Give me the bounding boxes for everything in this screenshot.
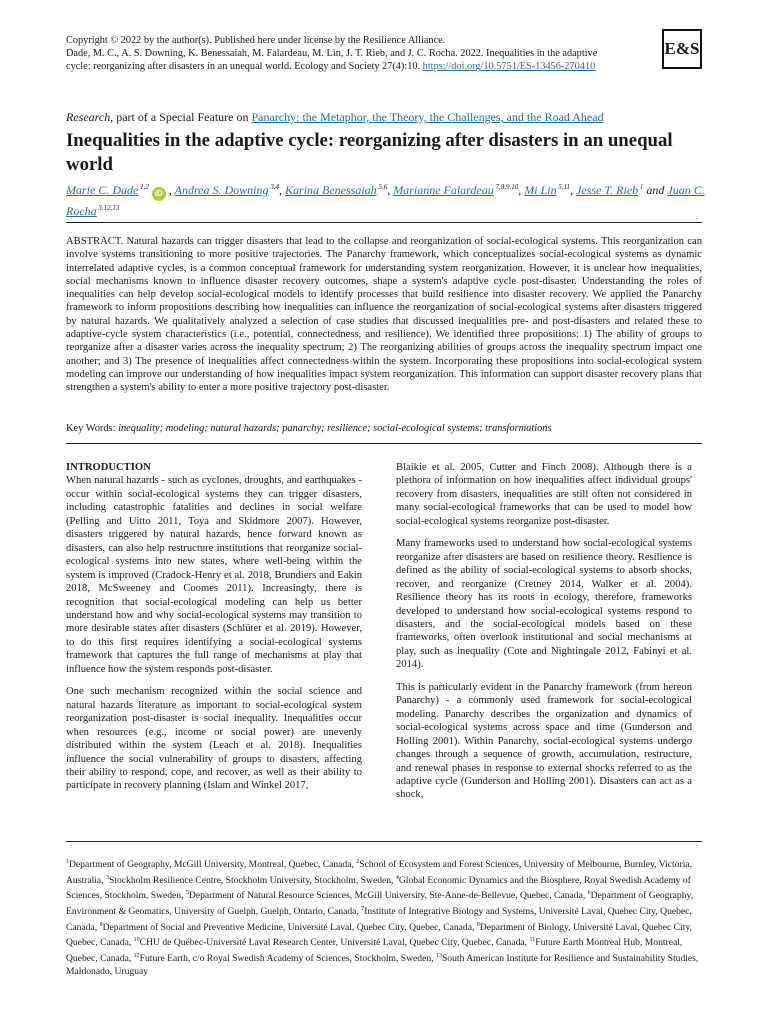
- affiliation-marker: 1: [638, 183, 644, 191]
- journal-logo: E&S: [662, 29, 702, 69]
- affiliation-number: 11: [529, 937, 536, 944]
- affiliation-number: 5: [185, 890, 189, 897]
- article-series: [66, 110, 604, 125]
- affiliation-marker: 3,12,13: [96, 204, 120, 212]
- copyright-line: Copyright © 2022 by the author(s). Published here under license by the Resilience Alliance.: [66, 35, 446, 46]
- affiliation-text: Stockholm Resilience Centre, Stockholm University, Stockholm, Sweden,: [108, 874, 396, 886]
- affiliation-number: 6: [587, 890, 591, 897]
- citation-header: [66, 34, 626, 74]
- divider: [66, 222, 702, 223]
- author-link[interactable]: Jesse T. Rieb: [576, 183, 639, 197]
- paragraph: When natural hazards - such as cyclones, droughts, and earthquakes - occur within social-ecological systems they can trigger disasters, including catastrophic fatalities and declines in social welfare (Pelling and Uitto 2011, Toya and Skidmore 2007). However, disasters triggered by natural hazards, hence forward known as disasters, can also help restructure institutions that reorganize social-ecological systems into new states, where well-being within the system is improved (Cradock-Henry et al. 2018, Brundiers and Eakin 2018, McSweeney and Coomes 2011). Increasingly, there is recognition that social-ecological modeling can help us better understand how and why social-ecological systems may transition to more desirable states after disasters (Schlüter et al. 2019). However, to do this first requires identifying a social-ecological systems framework that captures the full range of mechanisms at play that influence how the system responds post-disaster.: [66, 475, 362, 675]
- affiliation-number: 8: [99, 921, 103, 928]
- paragraph: Blaikie et al. 2005, Cutter and Finch 2008). Although there is a plethora of information on how inequalities affect individual groups' recovery from disasters, inequalities are still often not considered in many social-ecological frameworks that can be used to model how social-ecological systems reorganize post-disaster.: [396, 462, 692, 527]
- orcid-icon[interactable]: iD: [152, 187, 166, 201]
- keywords-label: Key Words:: [66, 423, 119, 434]
- author-link[interactable]: Andrea S. Downing: [174, 183, 269, 197]
- author-list: Marie C. Dade $^{1,2}$ iD , Andrea S. Downing $^{3,4}$, Karina Benessaiah $^{5,6}$, Marianne Falardeau $^{7,8,9,10}$, Mi Lin $^{5,11}$, Jesse T. Rieb $^1$ and Juan C. Rocha $^{3,12,13}$: [66, 183, 705, 218]
- affiliations: [66, 856, 702, 978]
- affiliation-number: 3: [105, 874, 109, 881]
- affiliation-text: Future Earth, c/o Royal Swedish Academy of Sciences, Stockholm, Sweden,: [139, 953, 436, 965]
- affiliation-text: CHU de Québec-Université Laval Research Center, Université Laval, Quebec City, Quebec, Canada,: [139, 937, 530, 949]
- divider: [66, 841, 702, 842]
- author-link[interactable]: Mi Lin: [524, 183, 557, 197]
- author-link[interactable]: Karina Benessaiah: [285, 183, 377, 197]
- author-conjunction: and: [643, 183, 668, 197]
- section-heading: INTRODUCTION: [66, 462, 151, 473]
- keywords: [66, 423, 552, 434]
- affiliation-marker: 3,4: [268, 183, 280, 191]
- affiliation-number: 7: [361, 906, 365, 913]
- affiliation-text: Future Earth Montreal Hub, Montreal, Quebec, Canada,: [66, 937, 683, 965]
- keywords-values: inequality; modeling; natural hazards; panarchy; resilience; social-ecological systems; transformations: [118, 423, 552, 434]
- paragraph: This is particularly evident in the Panarchy framework (from hereon Panarchy) - a commonly used framework for social-ecological modeling. Panarchy describes the organization and dynamics of social-ecological systems across space and time (Gunderson and Holling 2001). Within Panarchy, social-ecological systems undergo changes through a sequence of growth, accumulation, restructure, and renewal phases in response to external shocks referred to as the adaptive cycle (Gunderson and Holling 2001). Disasters can act as a shock,: [396, 681, 692, 801]
- article-type: Research: [66, 110, 111, 124]
- affiliation-number: 9: [476, 921, 480, 928]
- affiliation-text: Department of Natural Resource Sciences, McGill University, Ste-Anne-de-Bellevue, Quebec, Canada,: [188, 890, 588, 902]
- affiliation-marker: 1,2: [138, 183, 149, 191]
- affiliation-number: 1: [66, 859, 69, 865]
- affiliation-text: Institute of Integrative Biology and Systems, Université Laval, Quebec City, Quebec, Canada,: [66, 906, 692, 933]
- affiliation-text: Department of Social and Preventive Medicine, Université Laval, Quebec City, Quebec, Canada,: [102, 921, 477, 933]
- affiliation-text: School of Ecosystem and Forest Sciences, University of Melbourne, Burnley, Victoria, Australia,: [66, 859, 693, 886]
- author-link[interactable]: Marianne Falardeau: [393, 183, 494, 197]
- body-column-left: [66, 461, 362, 802]
- citation-line-1: Dade, M. C., A. S. Downing, K. Benessaiah, M. Falardeau, M. Lin, J. T. Rieb, and J. C. Rocha. 2022. Inequalities in the adaptive: [66, 48, 598, 60]
- citation-text: cycle: reorganizing after disasters in an unequal world. Ecology and Society 27(4):10.: [66, 61, 423, 73]
- affiliation-text: Department of Geography, Environment & Geomatics, University of Guelph, Guelph, Ontario, Canada,: [66, 890, 694, 918]
- affiliation-text: Department of Biology, Université Laval, Quebec City, Quebec, Canada,: [66, 921, 692, 949]
- author-link[interactable]: Marie C. Dade: [66, 183, 139, 197]
- author-link[interactable]: Juan C. Rocha: [66, 183, 705, 218]
- body-column-right: [396, 461, 692, 811]
- affiliation-text: Department of Geography, McGill University, Montreal, Quebec, Canada,: [69, 859, 357, 871]
- affiliation-number: 10: [133, 937, 140, 944]
- affiliation-number: 13: [435, 953, 442, 960]
- divider: [66, 443, 702, 444]
- affiliation-text: South American Institute for Resilience and Sustainability Studies, Maldonado, Uruguay: [66, 953, 699, 977]
- abstract: ABSTRACT. Natural hazards can trigger disasters that lead to the collapse and reorganization of social-ecological systems. This reorganization can involve systems transitioning to more positive trajectories. The Panarchy framework, which conceptualizes social-ecological systems as dynamic interrelated adaptive cycles, is a common conceptual framework for understanding system reorganization. However, it is unclear how inequalities, social mechanisms known to influence disaster recovery outcomes, shape a system's adaptive cycle post-disaster. Understanding the roles of inequalities can help develop social-ecological models to identify processes that build resilience into disaster recovery. We applied the Panarchy framework to inform propositions describing how inequalities can influence the reorganization of social-ecological systems after disasters triggered by natural hazards. We qualitatively analyzed a selection of case studies that discussed inequalities pre- and post-disasters and related these to adaptive-cycle system characteristics (i.e., potential, connectedness, and resilience). We identified three propositions: 1) The ability of groups to reorganize after a disaster varies across the inequality spectrum; 2) The reorganizing abilities of groups across the inequality spectrum impact one another; and 3) The presence of inequalities affect connectedness within the system. Incorporating these propositions into social-ecological system modeling can improve our understanding of how inequalities impact system reorganization. This information can support disaster recovery plans that strengthen a system's ability to enter a more positive trajectory post-disaster.: [66, 236, 702, 394]
- affiliation-marker: 7,8,9,10: [493, 183, 519, 191]
- affiliation-marker: 5,6: [376, 183, 388, 191]
- series-text: , part of a Special Feature on: [110, 110, 252, 124]
- affiliation-number: 12: [133, 953, 140, 960]
- affiliation-number: 4: [395, 874, 399, 881]
- affiliation-number: 2: [356, 859, 360, 865]
- paragraph: Many frameworks used to understand how social-ecological systems reorganize after disasters are based on resilience theory. Resilience is defined as the ability of social-ecological systems to absorb shocks, recover, and reorganize (Cretney 2014, Walker et al. 2004). Resilience theory has its roots in ecology, therefore, frameworks developed to understand how social-ecological systems respond to disasters, and the social-ecological models based on these frameworks, often overlook institutional and social mechanisms at play, such as inequality (Cote and Nightingale 2012, Fabinyi et al. 2014).: [396, 538, 692, 671]
- article-title: Inequalities in the adaptive cycle: reorganizing after disasters in an unequal world: [66, 130, 673, 175]
- special-feature-link[interactable]: Panarchy: the Metaphor, the Theory, the Challenges, and the Road Ahead: [251, 110, 604, 124]
- affiliation-text: Global Economic Dynamics and the Biosphere, Royal Swedish Academy of Sciences, Stockholm, Sweden,: [66, 874, 691, 902]
- affiliation-marker: 5,11: [556, 183, 571, 191]
- paragraph: One such mechanism recognized within the social science and natural hazards literature as important to social-ecological system reorganization post-disaster is social inequality. Inequalities occur when resources (e.g., income or social power) are unevenly distributed within the system (Leach et al. 2018). Inequalities influence the social vulnerability of groups to disasters, affecting their ability to respond, cope, and recover, as well as their ability to participate in recovery planning (Islam and Winkel 2017,: [66, 686, 362, 792]
- doi-link[interactable]: https://doi.org/10.5751/ES-13456-270410: [422, 61, 596, 73]
- citation-line-2: [66, 60, 626, 73]
